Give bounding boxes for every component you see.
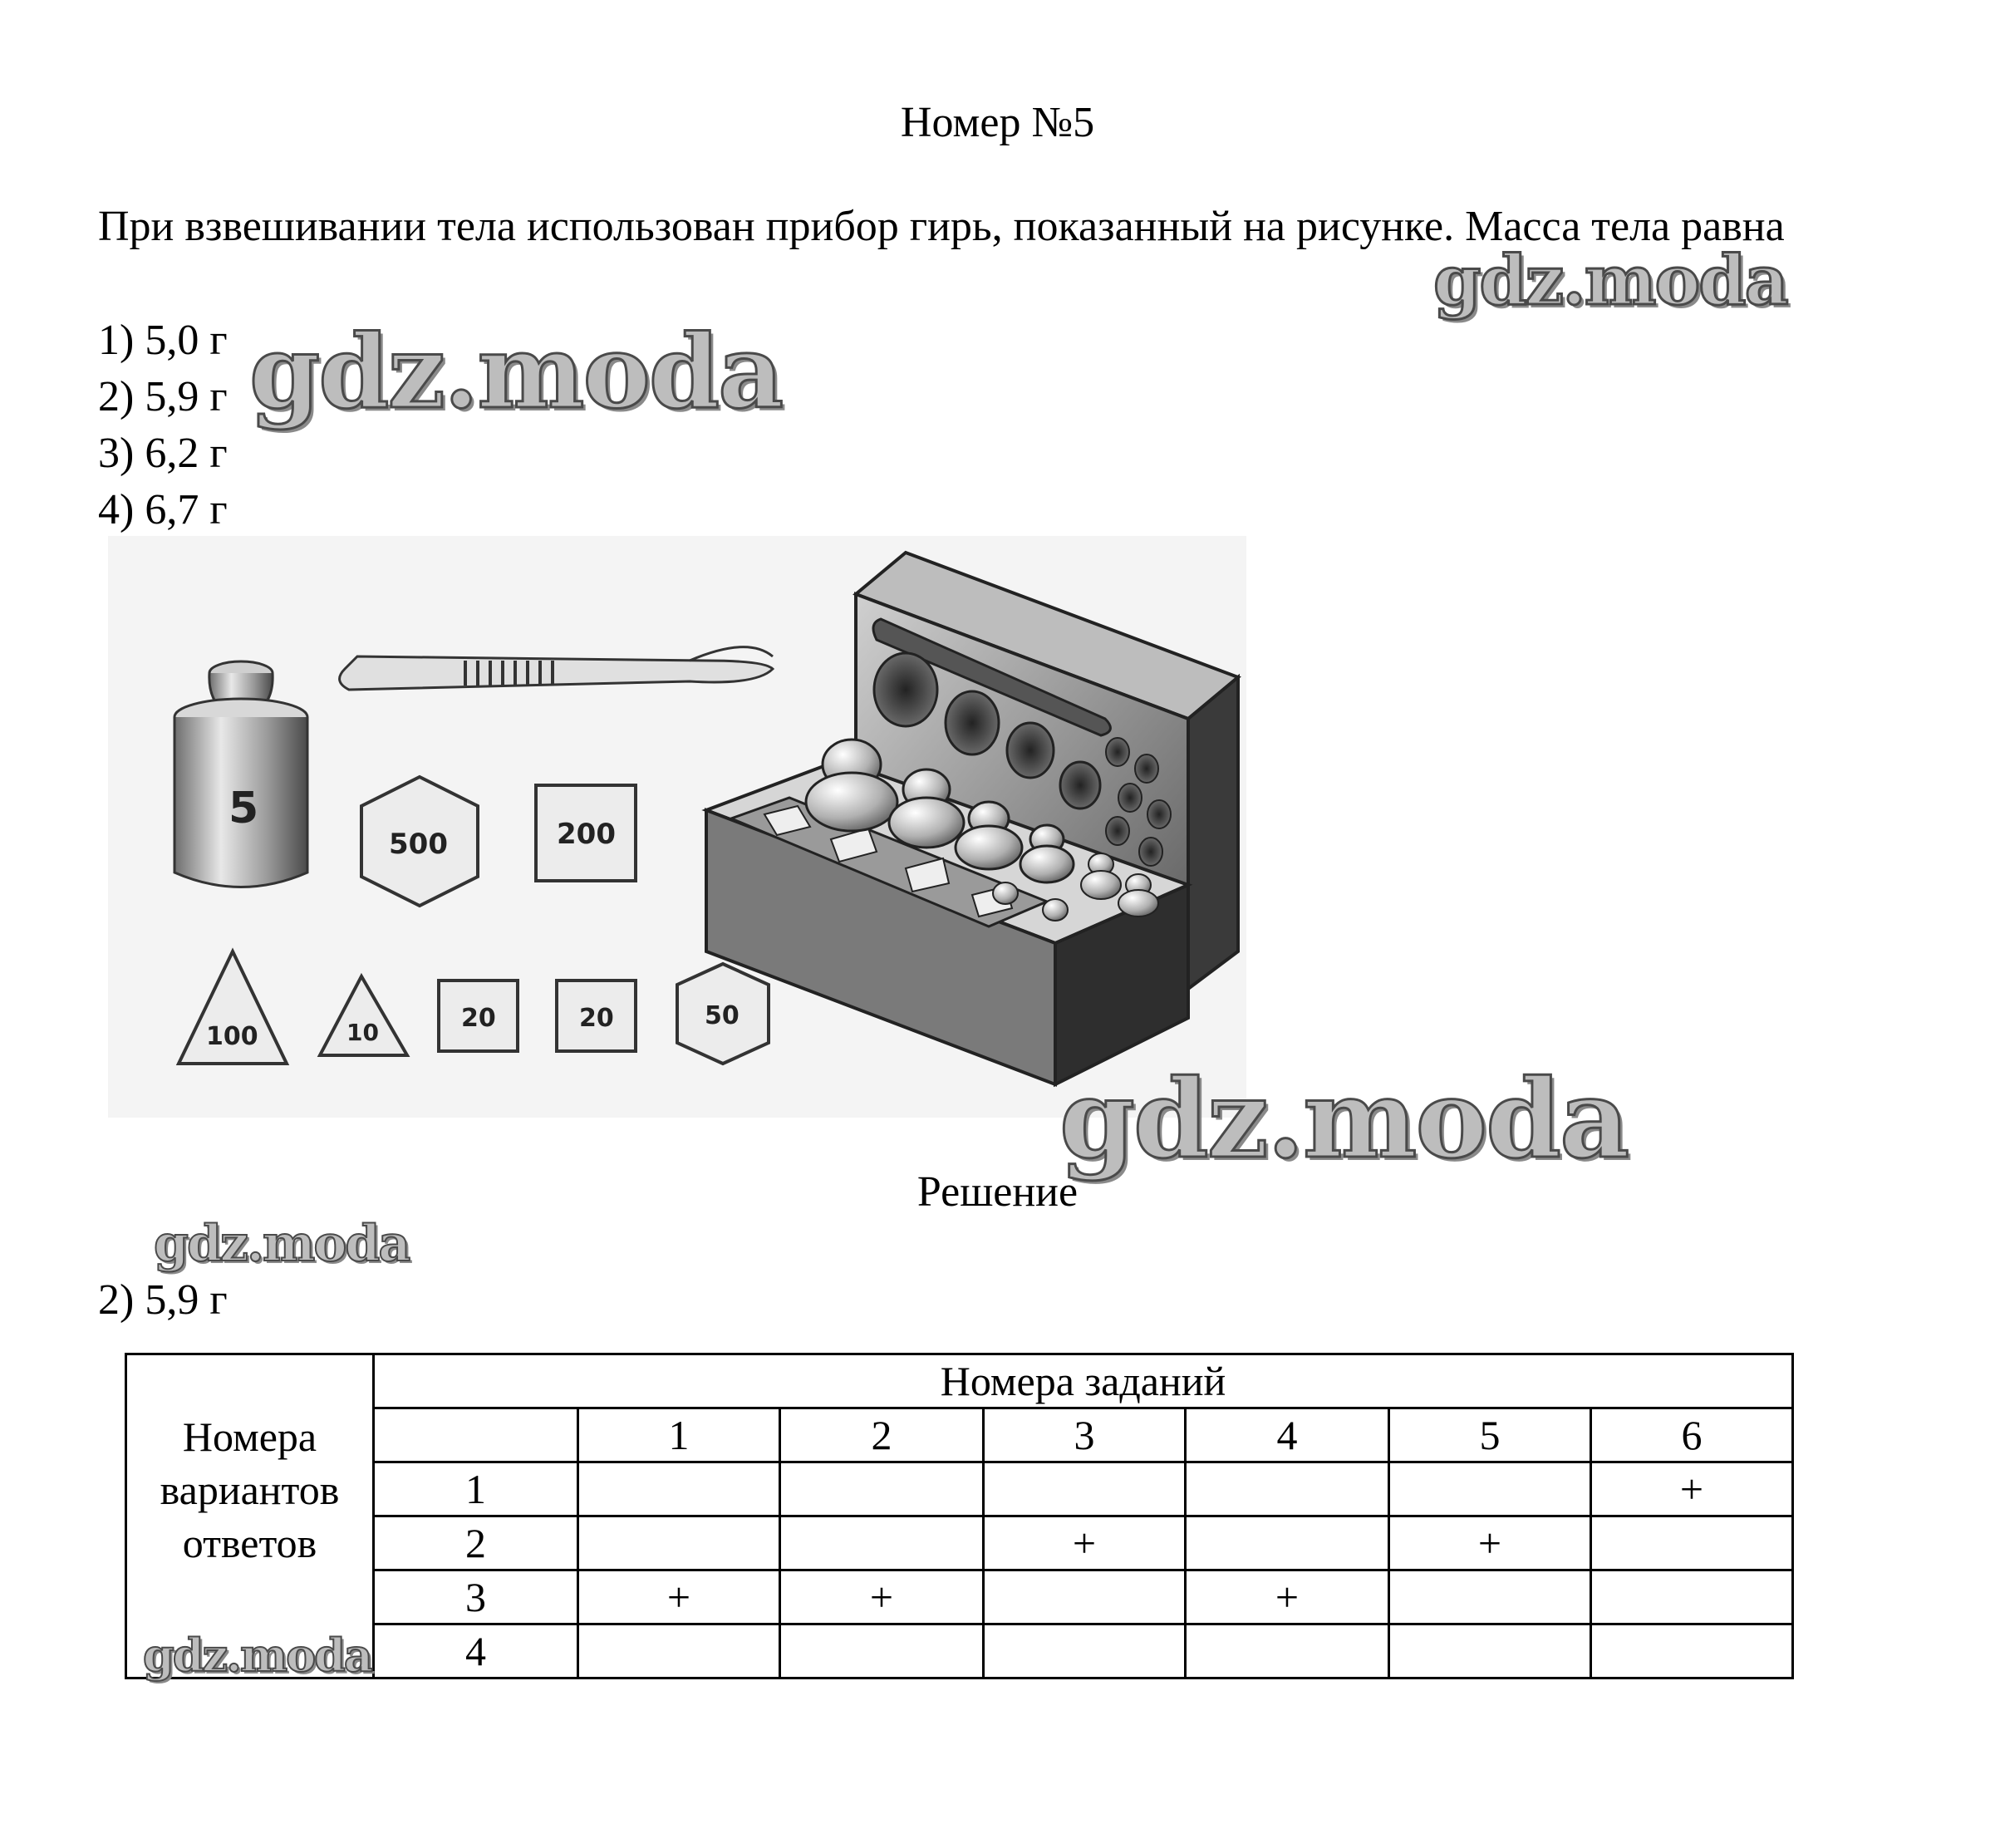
mark-cell [1591, 1516, 1793, 1570]
variant-number: 4 [374, 1624, 578, 1678]
mark-cell: + [578, 1570, 780, 1624]
task-number: 3 [984, 1408, 1186, 1462]
mark-cell [1591, 1570, 1793, 1624]
task-number: 6 [1591, 1408, 1793, 1462]
mark-cell [578, 1624, 780, 1678]
mark-cell: + [1389, 1516, 1591, 1570]
svg-text:20: 20 [579, 1004, 614, 1033]
task-number: 5 [1389, 1408, 1591, 1462]
mark-cell: + [780, 1570, 984, 1624]
option-3: 3) 6,2 г [98, 430, 228, 477]
page-title: Номер №5 [900, 99, 1095, 146]
watermark: gdz.moda [154, 1215, 410, 1273]
mark-cell: + [1591, 1462, 1793, 1516]
mark-cell [1186, 1462, 1389, 1516]
svg-text:200: 200 [557, 818, 616, 851]
variant-number: 1 [374, 1462, 578, 1516]
variant-number: 3 [374, 1570, 578, 1624]
task-numbers-row [126, 1408, 1793, 1462]
mark-cell: + [984, 1516, 1186, 1570]
watermark: gdz.moda [1059, 1055, 1629, 1182]
mark-cell: + [1186, 1570, 1389, 1624]
option-4: 4) 6,7 г [98, 486, 228, 533]
weights-illustration [108, 536, 1246, 1118]
svg-text:10: 10 [346, 1019, 379, 1046]
svg-text:100: 100 [206, 1022, 258, 1051]
svg-text:20: 20 [461, 1004, 496, 1033]
mark-cell [780, 1462, 984, 1516]
mark-cell [984, 1462, 1186, 1516]
task-number: 2 [780, 1408, 984, 1462]
table-row [126, 1462, 1793, 1516]
column-group-header: Номера заданий [374, 1354, 1793, 1408]
mark-cell [578, 1516, 780, 1570]
table-row [126, 1516, 1793, 1570]
table-row [126, 1570, 1793, 1624]
svg-text:50: 50 [705, 1001, 740, 1030]
cylinder-weight-label: 5 [228, 784, 259, 833]
answer-text: 2) 5,9 г [98, 1276, 228, 1324]
mark-cell [780, 1516, 984, 1570]
mark-cell [1389, 1624, 1591, 1678]
variant-number: 2 [374, 1516, 578, 1570]
task-number: 1 [578, 1408, 780, 1462]
square-weight-20 [557, 981, 636, 1051]
solution-title: Решение [916, 1168, 1079, 1216]
task-number: 4 [1186, 1408, 1389, 1462]
watermark: gdz.moda [1433, 241, 1787, 321]
mark-cell [984, 1624, 1186, 1678]
option-2: 2) 5,9 г [98, 373, 228, 420]
watermark: gdz.moda [249, 312, 783, 431]
mark-cell [1591, 1624, 1793, 1678]
mark-cell [1389, 1570, 1591, 1624]
square-weight-20 [439, 981, 518, 1051]
svg-text:500: 500 [389, 828, 448, 861]
mark-cell [984, 1570, 1186, 1624]
mark-cell [578, 1462, 780, 1516]
hexagon-weight-500 [361, 777, 478, 906]
mark-cell [1389, 1462, 1591, 1516]
mark-cell [780, 1624, 984, 1678]
row-header: Номера вариантов ответов [126, 1354, 374, 1678]
option-1: 1) 5,0 г [98, 317, 228, 364]
table-row [126, 1624, 1793, 1678]
hexagon-weight-50 [677, 964, 769, 1064]
mark-cell [1186, 1624, 1389, 1678]
question-text: При взвешивании тела использован прибор гирь, показанный на рисунке. Масса тела равна [98, 203, 1785, 250]
mark-cell [1186, 1516, 1389, 1570]
square-weight-200 [536, 785, 636, 881]
answer-table [125, 1353, 1794, 1679]
watermark: gdz.moda [143, 1629, 371, 1682]
